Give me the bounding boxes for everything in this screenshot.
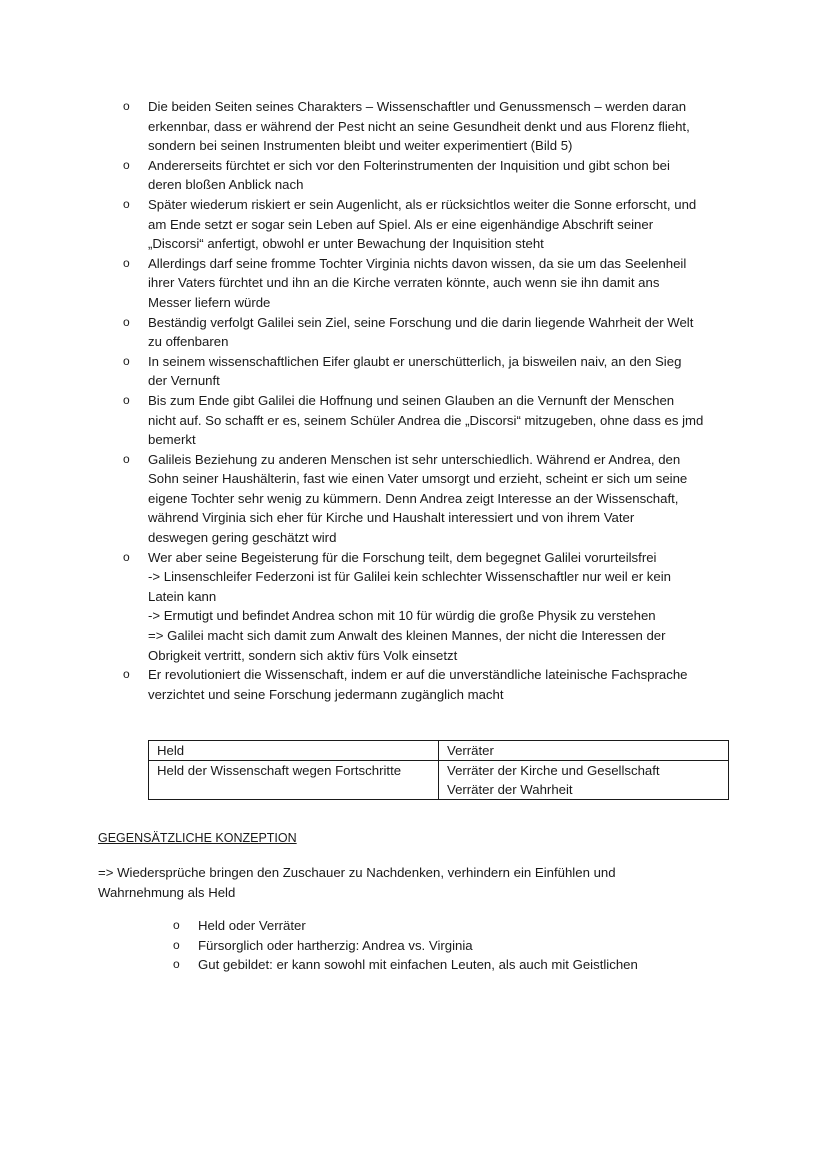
table-row <box>149 761 729 800</box>
table-cell <box>439 761 729 800</box>
list-item: o Beständig verfolgt Galilei sein Ziel, seine Forschung und die darin liegende Wahrheit der Welt zu offenbaren <box>123 314 694 350</box>
list-item: o Gut gebildet: er kann sowohl mit einfachen Leuten, als auch mit Geistlichen <box>168 955 638 975</box>
bullet-marker: o <box>123 392 130 407</box>
sub-list <box>168 916 638 975</box>
bullet-list <box>118 97 738 704</box>
list-item: o Bis zum Ende gibt Galilei die Hoffnung und seinen Glauben an die Vernunft der Menschen nicht auf. So schafft er es, seinem Schüler Andrea die „Discorsi“ mitzugeben, ohne dass es jmd bemerkt <box>123 392 704 448</box>
list-item: o Er revolutioniert die Wissenschaft, indem er auf die unverständliche lateinische Fachsprache verzichtet und seine Forschung jedermann zugänglich macht <box>123 667 688 702</box>
table-cell: Held der Wissenschaft wegen Fortschritte <box>149 761 439 800</box>
bullet-marker: o <box>123 353 130 368</box>
list-item: o In seinem wissenschaftlichen Eifer glaubt er unerschütterlich, ja bisweilen naiv, an den Sieg der Vernunft <box>123 353 682 389</box>
held-verraeter-table <box>148 740 729 800</box>
list-item: o Später wiederum riskiert er sein Augenlicht, als er rücksichtlos weiter die Sonne erforscht, und am Ende setzt er sogar sein Leben auf Spiel. Als er eine eigenhändige Abschrift seiner „Discorsi“ anfertigt, obwohl er unter Bewachung der Inquisition steht <box>123 196 697 252</box>
bullet-marker: o <box>123 255 130 270</box>
bullet-marker: o <box>123 314 130 329</box>
bullet-marker: o <box>123 549 130 564</box>
section-heading: GEGENSÄTZLICHE KONZEPTION <box>98 831 297 845</box>
bullet-marker: o <box>123 157 130 172</box>
bullet-marker: o <box>123 99 130 113</box>
list-item: o Die beiden Seiten seines Charakters – Wissenschaftler und Genussmensch – werden daran erkennbar, dass er während der Pest nicht an seine Gesundheit denkt und aus Florenz flieht, sondern bei seinen Instrumenten bleibt und weiter experimentiert (Bild 5) <box>123 99 690 154</box>
bullet-marker: o <box>173 937 180 952</box>
list-item: o Galileis Beziehung zu anderen Menschen ist sehr unterschiedlich. Während er Andrea, den Sohn seiner Haushälterin, fast wie einen Vater umsorgt und erzieht, scheint er sich um seine eigene Tochter sehr wenig zu kümmern. Denn Andrea zeigt Interesse an der Wissenschaft, während Virginia sich eher für Kirche und Haushalt interessiert und von ihrem Vater deswegen gering geschätzt wird <box>123 451 688 546</box>
list-item: o Wer aber seine Begeisterung für die Forschung teilt, dem begegnet Galilei vorurteilsfrei -> Linsenschleifer Federzoni ist für Galilei kein schlechter Wissenschaftler nur weil er kein Latein kann -> Ermutigt und befindet Andrea schon mit 10 für würdig die große Physik zu verstehen => Galilei macht sich damit zum Anwalt des kleinen Mannes, der nicht die Interessen der Obrigkeit vertritt, sondern sich aktiv fürs Volk einsetzt <box>123 549 671 663</box>
list-item: o Held oder Verräter <box>168 916 638 936</box>
section-intro: => Wiedersprüche bringen den Zuschauer zu Nachdenken, verhindern ein Einfühlen und Wahrnehmung als Held <box>98 865 616 900</box>
bullet-marker: o <box>173 957 180 972</box>
table-header-cell: Verräter <box>439 741 729 761</box>
bullet-marker: o <box>123 451 130 466</box>
list-item: o Fürsorglich oder hartherzig: Andrea vs. Virginia <box>168 936 638 956</box>
list-item: o Andererseits fürchtet er sich vor den Folterinstrumenten der Inquisition und gibt schon bei deren bloßen Anblick nach <box>123 157 670 193</box>
bullet-marker: o <box>173 918 180 932</box>
table-header-row <box>149 741 729 761</box>
table-header-cell: Held <box>149 741 439 761</box>
bullet-marker: o <box>123 196 130 211</box>
list-item: o Allerdings darf seine fromme Tochter Virginia nichts davon wissen, da sie um das Seelenheil ihrer Vaters fürchtet und ihn an die Kirche verraten könnte, auch wenn sie ihn damit ans Messer liefern würde <box>123 255 687 310</box>
bullet-marker: o <box>123 667 130 682</box>
table-cell-line: Verräter der Kirche und Gesellschaft <box>447 763 660 778</box>
table-cell-line: Verräter der Wahrheit <box>447 782 573 797</box>
